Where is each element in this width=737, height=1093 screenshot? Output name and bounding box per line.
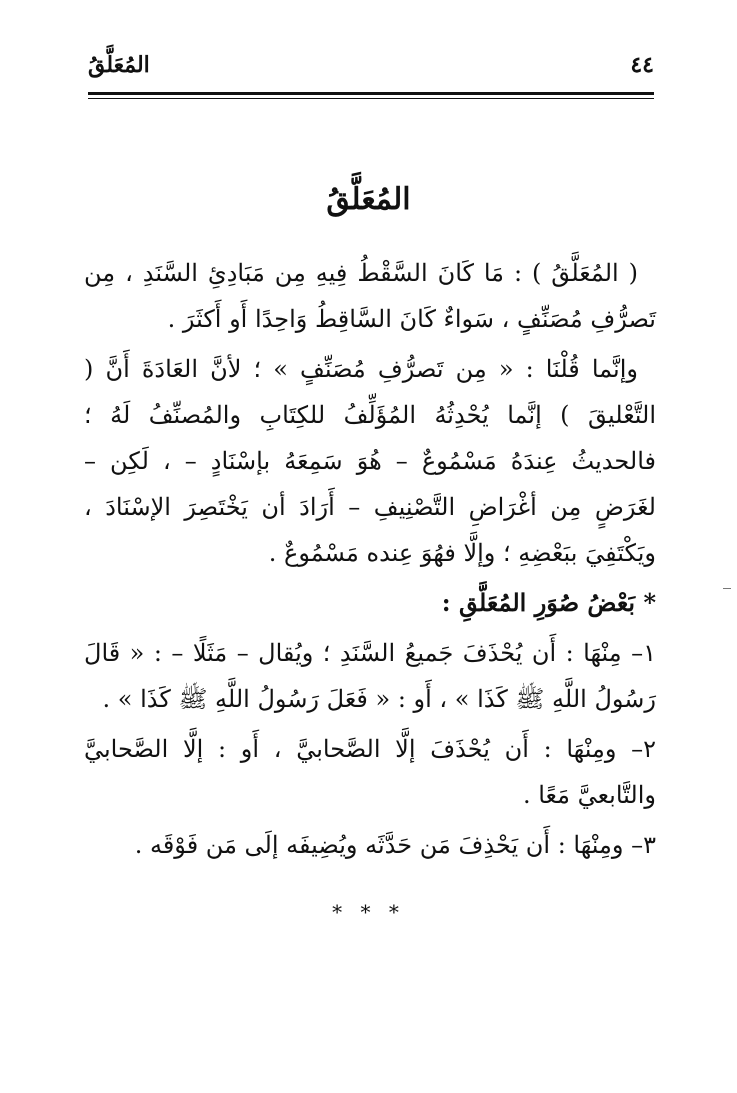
chapter-title: المُعَلَّقُ (326, 182, 411, 217)
running-title: المُعَلَّقُ (88, 52, 150, 78)
forms-subheading: * بَعْضُ صُوَرِ المُعَلَّقِ : (441, 588, 656, 617)
section-end-mark: * * * (332, 900, 405, 924)
page-header (88, 48, 654, 88)
page-number: ٤٤ (630, 52, 654, 78)
list-item-2: ٢– ومِنْهَا : أَن يُحْذَفَ إلَّا الصَّحابيَّ ، أَو : إلَّا الصَّحابيَّ والتَّابعيَّ مَعًا . (84, 735, 656, 809)
header-rule-thin (88, 98, 654, 99)
list-item-1: ١– مِنْهَا : أَن يُحْذَفَ جَميعُ السَّنَدِ ؛ ويُقال – مَثَلًا – : « قَالَ رَسُولُ اللَّهِ ﷺ كَذَا » ، أَو : « فَعَلَ رَسُولُ اللَّهِ ﷺ كَذَا » . (84, 639, 656, 713)
margin-mark (723, 588, 731, 589)
explanation-paragraph: وإنَّما قُلْنَا : « مِن تَصرُّفِ مُصَنِّفٍ » ؛ لأنَّ العَادَةَ أَنَّ ( التَّعْليقَ ) إنَّما يُحْدِثُهُ المُؤَلِّفُ للكِتَابِ والمُصنِّفُ لَهُ ؛ فالحديثُ عِندَهُ مَسْمُوعٌ – هُوَ سَمِعَهُ بإسْنَادٍ – ، لَكِن – لغَرَضٍ مِن أغْرَاضِ التَّصْنِيفِ – أَرَادَ أن يَخْتَصِرَ الإسْنَادَ ، ويَكْتَفِيَ ببَعْضِهِ ؛ وإلَّا فهُوَ عِنده مَسْمُوعٌ . (84, 355, 656, 567)
header-rule-thick (88, 92, 654, 95)
body-text (84, 250, 656, 872)
definition-paragraph: ( المُعَلَّقُ ) : مَا كَانَ السَّقْطُ فِيهِ مِن مَبَادِئِ السَّنَدِ ، مِن تَصرُّفِ مُصَنِّفٍ ، سَواءٌ كَانَ السَّاقِطُ وَاحِدًا أَو أَكثَرَ . (84, 259, 656, 333)
list-item-3: ٣– ومِنْهَا : أَن يَحْذِفَ مَن حَدَّثَه ويُضِيفَه إلَى مَن فَوْقَه . (134, 831, 656, 859)
